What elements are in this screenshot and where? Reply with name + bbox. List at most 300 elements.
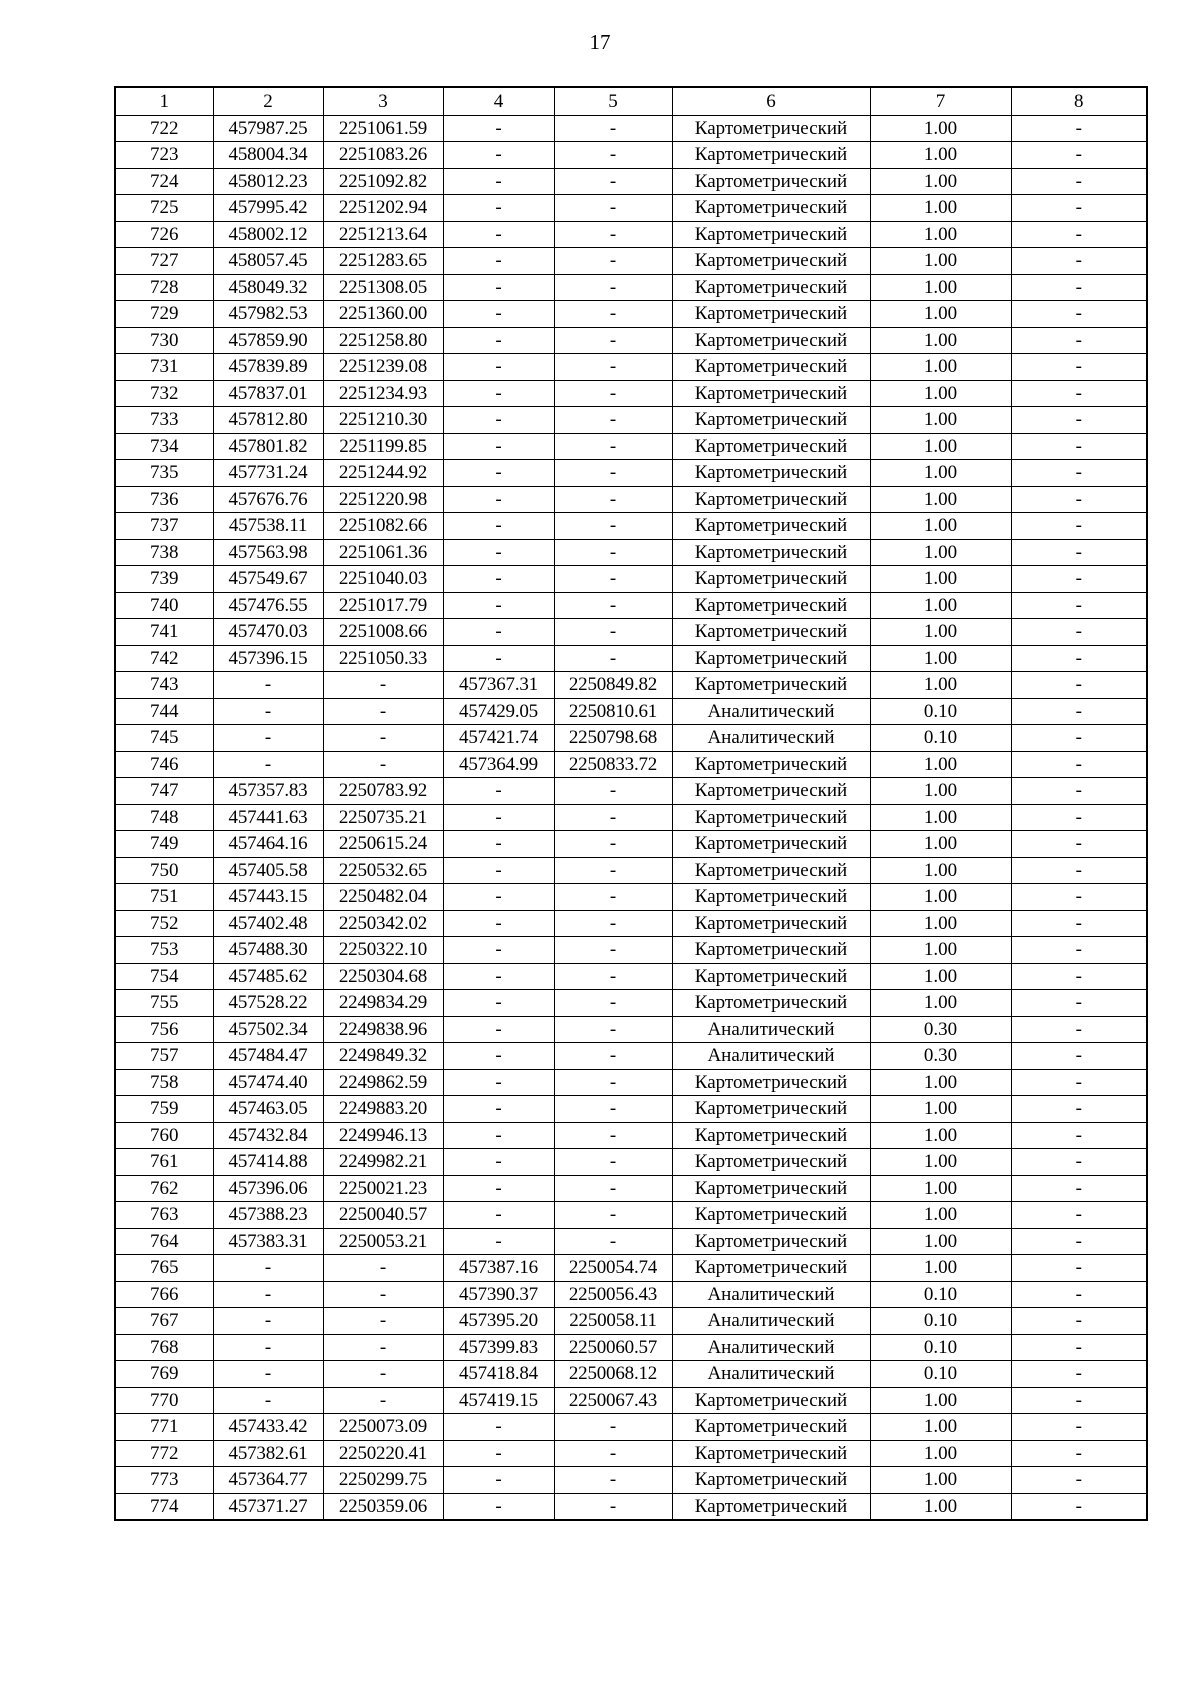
table-row xyxy=(115,725,1147,752)
cell-point-number: 724 xyxy=(115,168,213,195)
cell-description: - xyxy=(1011,884,1147,911)
cell-y-new: 2250067.43 xyxy=(554,1387,672,1414)
cell-x-new: - xyxy=(443,513,554,540)
cell-y-existing: 2251258.80 xyxy=(323,327,443,354)
cell-y-existing: 2250532.65 xyxy=(323,857,443,884)
cell-description: - xyxy=(1011,380,1147,407)
table-row xyxy=(115,963,1147,990)
cell-y-existing: 2250053.21 xyxy=(323,1228,443,1255)
cell-y-new: - xyxy=(554,645,672,672)
cell-method: Аналитический xyxy=(672,1281,870,1308)
cell-description: - xyxy=(1011,168,1147,195)
cell-x-new: - xyxy=(443,380,554,407)
cell-y-existing: 2249982.21 xyxy=(323,1149,443,1176)
cell-x-new: - xyxy=(443,486,554,513)
table-row xyxy=(115,1149,1147,1176)
cell-accuracy: 1.00 xyxy=(870,142,1011,169)
cell-y-existing: 2251220.98 xyxy=(323,486,443,513)
cell-description: - xyxy=(1011,1493,1147,1520)
table-row xyxy=(115,221,1147,248)
cell-method: Картометрический xyxy=(672,566,870,593)
cell-x-new: - xyxy=(443,804,554,831)
cell-y-new: 2250060.57 xyxy=(554,1334,672,1361)
cell-description: - xyxy=(1011,354,1147,381)
cell-x-existing: 457563.98 xyxy=(213,539,323,566)
cell-description: - xyxy=(1011,142,1147,169)
cell-accuracy: 1.00 xyxy=(870,1228,1011,1255)
cell-y-existing: - xyxy=(323,1334,443,1361)
cell-x-existing: 457433.42 xyxy=(213,1414,323,1441)
table-row xyxy=(115,672,1147,699)
cell-x-new: - xyxy=(443,327,554,354)
header-cell-2: 2 xyxy=(213,87,323,115)
cell-y-new: - xyxy=(554,539,672,566)
table-row xyxy=(115,1308,1147,1335)
cell-description: - xyxy=(1011,1414,1147,1441)
cell-point-number: 749 xyxy=(115,831,213,858)
cell-point-number: 771 xyxy=(115,1414,213,1441)
cell-accuracy: 0.10 xyxy=(870,698,1011,725)
cell-x-existing: 457357.83 xyxy=(213,778,323,805)
cell-x-new: - xyxy=(443,433,554,460)
cell-y-existing: 2250322.10 xyxy=(323,937,443,964)
cell-y-existing: 2251239.08 xyxy=(323,354,443,381)
cell-method: Картометрический xyxy=(672,142,870,169)
cell-accuracy: 1.00 xyxy=(870,248,1011,275)
cell-x-existing: 457839.89 xyxy=(213,354,323,381)
cell-y-new: 2250056.43 xyxy=(554,1281,672,1308)
cell-x-existing: 458049.32 xyxy=(213,274,323,301)
cell-point-number: 738 xyxy=(115,539,213,566)
cell-y-existing: 2249862.59 xyxy=(323,1069,443,1096)
cell-point-number: 741 xyxy=(115,619,213,646)
cell-method: Аналитический xyxy=(672,1361,870,1388)
cell-y-new: - xyxy=(554,1122,672,1149)
cell-accuracy: 1.00 xyxy=(870,857,1011,884)
cell-accuracy: 1.00 xyxy=(870,672,1011,699)
table-row xyxy=(115,698,1147,725)
cell-description: - xyxy=(1011,1255,1147,1282)
cell-point-number: 769 xyxy=(115,1361,213,1388)
cell-y-new: - xyxy=(554,248,672,275)
cell-accuracy: 1.00 xyxy=(870,831,1011,858)
cell-y-existing: 2251283.65 xyxy=(323,248,443,275)
cell-x-new: - xyxy=(443,1202,554,1229)
cell-x-new: 457419.15 xyxy=(443,1387,554,1414)
table-row xyxy=(115,354,1147,381)
cell-y-existing: - xyxy=(323,1387,443,1414)
cell-x-existing: 457443.15 xyxy=(213,884,323,911)
cell-point-number: 733 xyxy=(115,407,213,434)
cell-accuracy: 1.00 xyxy=(870,619,1011,646)
cell-y-existing: 2251017.79 xyxy=(323,592,443,619)
cell-method: Картометрический xyxy=(672,990,870,1017)
cell-method: Картометрический xyxy=(672,1202,870,1229)
cell-y-existing: 2249849.32 xyxy=(323,1043,443,1070)
cell-description: - xyxy=(1011,115,1147,142)
cell-accuracy: 1.00 xyxy=(870,354,1011,381)
cell-description: - xyxy=(1011,486,1147,513)
cell-description: - xyxy=(1011,1440,1147,1467)
cell-x-new: - xyxy=(443,354,554,381)
cell-y-existing: 2250735.21 xyxy=(323,804,443,831)
cell-x-existing: 458002.12 xyxy=(213,221,323,248)
cell-point-number: 727 xyxy=(115,248,213,275)
table-row xyxy=(115,1414,1147,1441)
cell-method: Картометрический xyxy=(672,1440,870,1467)
cell-y-existing: 2251213.64 xyxy=(323,221,443,248)
cell-y-new: - xyxy=(554,884,672,911)
table-row xyxy=(115,1202,1147,1229)
cell-y-existing: 2250783.92 xyxy=(323,778,443,805)
table-row xyxy=(115,1361,1147,1388)
cell-accuracy: 1.00 xyxy=(870,1493,1011,1520)
cell-x-new: 457395.20 xyxy=(443,1308,554,1335)
cell-method: Картометрический xyxy=(672,195,870,222)
cell-x-existing: 457474.40 xyxy=(213,1069,323,1096)
cell-method: Картометрический xyxy=(672,513,870,540)
cell-y-existing: - xyxy=(323,1308,443,1335)
cell-y-existing: 2250615.24 xyxy=(323,831,443,858)
cell-x-existing: - xyxy=(213,1361,323,1388)
cell-point-number: 774 xyxy=(115,1493,213,1520)
cell-accuracy: 1.00 xyxy=(870,1069,1011,1096)
cell-accuracy: 1.00 xyxy=(870,910,1011,937)
cell-x-existing: 457364.77 xyxy=(213,1467,323,1494)
cell-y-new: - xyxy=(554,433,672,460)
cell-method: Картометрический xyxy=(672,1096,870,1123)
cell-point-number: 772 xyxy=(115,1440,213,1467)
cell-y-existing: - xyxy=(323,1255,443,1282)
table-row xyxy=(115,327,1147,354)
cell-accuracy: 1.00 xyxy=(870,751,1011,778)
cell-point-number: 726 xyxy=(115,221,213,248)
cell-y-existing: 2251092.82 xyxy=(323,168,443,195)
cell-y-new: - xyxy=(554,274,672,301)
header-cell-5: 5 xyxy=(554,87,672,115)
cell-x-existing: 457382.61 xyxy=(213,1440,323,1467)
cell-description: - xyxy=(1011,698,1147,725)
cell-y-new: - xyxy=(554,1228,672,1255)
cell-y-new: - xyxy=(554,566,672,593)
cell-description: - xyxy=(1011,619,1147,646)
cell-y-new: 2250798.68 xyxy=(554,725,672,752)
cell-x-existing: - xyxy=(213,725,323,752)
cell-x-new: 457399.83 xyxy=(443,1334,554,1361)
cell-y-new: - xyxy=(554,1493,672,1520)
cell-x-existing: 457441.63 xyxy=(213,804,323,831)
table-row xyxy=(115,619,1147,646)
cell-x-existing: 457463.05 xyxy=(213,1096,323,1123)
cell-x-existing: 457485.62 xyxy=(213,963,323,990)
cell-accuracy: 1.00 xyxy=(870,1414,1011,1441)
cell-point-number: 732 xyxy=(115,380,213,407)
cell-method: Картометрический xyxy=(672,963,870,990)
cell-x-new: - xyxy=(443,592,554,619)
cell-y-new: - xyxy=(554,1096,672,1123)
cell-x-new: - xyxy=(443,274,554,301)
cell-x-existing: - xyxy=(213,698,323,725)
cell-y-new: - xyxy=(554,804,672,831)
table-row xyxy=(115,1334,1147,1361)
cell-accuracy: 1.00 xyxy=(870,990,1011,1017)
cell-description: - xyxy=(1011,513,1147,540)
cell-point-number: 740 xyxy=(115,592,213,619)
cell-x-existing: 458057.45 xyxy=(213,248,323,275)
cell-method: Картометрический xyxy=(672,645,870,672)
cell-y-existing: 2249838.96 xyxy=(323,1016,443,1043)
cell-y-existing: 2251360.00 xyxy=(323,301,443,328)
cell-x-existing: 457414.88 xyxy=(213,1149,323,1176)
cell-method: Картометрический xyxy=(672,221,870,248)
cell-x-new: - xyxy=(443,1149,554,1176)
cell-y-existing: 2251308.05 xyxy=(323,274,443,301)
cell-description: - xyxy=(1011,248,1147,275)
cell-x-new: - xyxy=(443,1228,554,1255)
cell-method: Картометрический xyxy=(672,1255,870,1282)
cell-accuracy: 0.10 xyxy=(870,725,1011,752)
cell-description: - xyxy=(1011,1281,1147,1308)
header-cell-3: 3 xyxy=(323,87,443,115)
table-row xyxy=(115,301,1147,328)
table-row xyxy=(115,884,1147,911)
table-body xyxy=(115,115,1147,1520)
table-row xyxy=(115,1387,1147,1414)
table-row xyxy=(115,513,1147,540)
cell-point-number: 744 xyxy=(115,698,213,725)
cell-description: - xyxy=(1011,592,1147,619)
cell-accuracy: 0.10 xyxy=(870,1281,1011,1308)
cell-point-number: 758 xyxy=(115,1069,213,1096)
cell-point-number: 750 xyxy=(115,857,213,884)
table-row xyxy=(115,407,1147,434)
cell-accuracy: 1.00 xyxy=(870,937,1011,964)
cell-y-existing: 2250482.04 xyxy=(323,884,443,911)
cell-accuracy: 1.00 xyxy=(870,1202,1011,1229)
table-row xyxy=(115,937,1147,964)
cell-point-number: 766 xyxy=(115,1281,213,1308)
table-row xyxy=(115,168,1147,195)
cell-x-new: - xyxy=(443,1096,554,1123)
cell-y-existing: 2251008.66 xyxy=(323,619,443,646)
cell-y-new: - xyxy=(554,990,672,1017)
cell-description: - xyxy=(1011,1387,1147,1414)
cell-x-new: - xyxy=(443,1069,554,1096)
cell-accuracy: 1.00 xyxy=(870,1175,1011,1202)
cell-method: Картометрический xyxy=(672,751,870,778)
cell-y-new: - xyxy=(554,1467,672,1494)
cell-y-existing: - xyxy=(323,1281,443,1308)
cell-point-number: 736 xyxy=(115,486,213,513)
cell-y-new: 2250058.11 xyxy=(554,1308,672,1335)
table-row xyxy=(115,1096,1147,1123)
cell-y-new: - xyxy=(554,910,672,937)
cell-y-existing: - xyxy=(323,725,443,752)
cell-y-new: 2250810.61 xyxy=(554,698,672,725)
cell-description: - xyxy=(1011,1308,1147,1335)
cell-description: - xyxy=(1011,539,1147,566)
cell-description: - xyxy=(1011,195,1147,222)
cell-point-number: 765 xyxy=(115,1255,213,1282)
cell-y-existing: 2250021.23 xyxy=(323,1175,443,1202)
cell-description: - xyxy=(1011,1096,1147,1123)
cell-y-existing: 2251083.26 xyxy=(323,142,443,169)
cell-method: Картометрический xyxy=(672,354,870,381)
cell-method: Картометрический xyxy=(672,1228,870,1255)
cell-point-number: 760 xyxy=(115,1122,213,1149)
cell-x-new: - xyxy=(443,115,554,142)
cell-y-existing: 2251202.94 xyxy=(323,195,443,222)
cell-point-number: 756 xyxy=(115,1016,213,1043)
cell-y-new: - xyxy=(554,1440,672,1467)
cell-accuracy: 1.00 xyxy=(870,327,1011,354)
cell-accuracy: 1.00 xyxy=(870,592,1011,619)
cell-point-number: 759 xyxy=(115,1096,213,1123)
cell-x-existing: 457837.01 xyxy=(213,380,323,407)
cell-point-number: 745 xyxy=(115,725,213,752)
cell-point-number: 755 xyxy=(115,990,213,1017)
cell-x-new: - xyxy=(443,910,554,937)
table-row xyxy=(115,566,1147,593)
table-row xyxy=(115,910,1147,937)
cell-y-existing: 2250040.57 xyxy=(323,1202,443,1229)
cell-x-existing: 457371.27 xyxy=(213,1493,323,1520)
header-cell-6: 6 xyxy=(672,87,870,115)
cell-y-existing: 2249883.20 xyxy=(323,1096,443,1123)
cell-y-existing: 2251199.85 xyxy=(323,433,443,460)
cell-y-new: - xyxy=(554,1202,672,1229)
cell-method: Картометрический xyxy=(672,433,870,460)
cell-method: Картометрический xyxy=(672,327,870,354)
table-row xyxy=(115,804,1147,831)
cell-point-number: 773 xyxy=(115,1467,213,1494)
cell-y-existing: 2251234.93 xyxy=(323,380,443,407)
cell-x-existing: - xyxy=(213,1387,323,1414)
cell-accuracy: 0.30 xyxy=(870,1043,1011,1070)
cell-method: Картометрический xyxy=(672,115,870,142)
cell-y-new: 2250849.82 xyxy=(554,672,672,699)
cell-y-new: - xyxy=(554,301,672,328)
cell-accuracy: 1.00 xyxy=(870,115,1011,142)
cell-x-existing: 457488.30 xyxy=(213,937,323,964)
cell-x-existing: - xyxy=(213,1281,323,1308)
cell-y-existing: 2251061.36 xyxy=(323,539,443,566)
cell-x-existing: - xyxy=(213,672,323,699)
cell-x-new: - xyxy=(443,1440,554,1467)
cell-x-existing: 457464.16 xyxy=(213,831,323,858)
table-row xyxy=(115,1043,1147,1070)
cell-point-number: 743 xyxy=(115,672,213,699)
cell-description: - xyxy=(1011,1467,1147,1494)
cell-method: Картометрический xyxy=(672,1149,870,1176)
cell-accuracy: 1.00 xyxy=(870,460,1011,487)
cell-y-existing: 2251082.66 xyxy=(323,513,443,540)
cell-point-number: 751 xyxy=(115,884,213,911)
cell-method: Картометрический xyxy=(672,380,870,407)
cell-x-new: - xyxy=(443,1122,554,1149)
cell-y-new: - xyxy=(554,513,672,540)
cell-x-new: - xyxy=(443,937,554,964)
cell-y-new: - xyxy=(554,619,672,646)
cell-accuracy: 1.00 xyxy=(870,195,1011,222)
table-row xyxy=(115,592,1147,619)
cell-x-existing: 457995.42 xyxy=(213,195,323,222)
cell-y-existing: 2250359.06 xyxy=(323,1493,443,1520)
cell-method: Аналитический xyxy=(672,698,870,725)
cell-description: - xyxy=(1011,566,1147,593)
cell-description: - xyxy=(1011,1361,1147,1388)
cell-x-new: 457421.74 xyxy=(443,725,554,752)
cell-point-number: 762 xyxy=(115,1175,213,1202)
cell-y-new: - xyxy=(554,778,672,805)
table-row xyxy=(115,1493,1147,1520)
cell-y-new: - xyxy=(554,1414,672,1441)
cell-x-existing: 457812.80 xyxy=(213,407,323,434)
cell-x-existing: 457987.25 xyxy=(213,115,323,142)
cell-y-new: - xyxy=(554,963,672,990)
cell-method: Картометрический xyxy=(672,1414,870,1441)
cell-accuracy: 1.00 xyxy=(870,1096,1011,1123)
cell-x-existing: 457502.34 xyxy=(213,1016,323,1043)
cell-method: Картометрический xyxy=(672,857,870,884)
cell-x-new: - xyxy=(443,301,554,328)
cell-accuracy: 1.00 xyxy=(870,645,1011,672)
cell-description: - xyxy=(1011,301,1147,328)
cell-y-existing: 2251040.03 xyxy=(323,566,443,593)
cell-description: - xyxy=(1011,831,1147,858)
cell-y-new: - xyxy=(554,857,672,884)
cell-description: - xyxy=(1011,1043,1147,1070)
table-row xyxy=(115,1069,1147,1096)
header-cell-8: 8 xyxy=(1011,87,1147,115)
cell-method: Аналитический xyxy=(672,1016,870,1043)
cell-y-existing: 2250299.75 xyxy=(323,1467,443,1494)
cell-x-new: - xyxy=(443,1467,554,1494)
coordinates-table xyxy=(114,86,1148,1521)
cell-accuracy: 1.00 xyxy=(870,380,1011,407)
cell-x-new: - xyxy=(443,142,554,169)
cell-point-number: 770 xyxy=(115,1387,213,1414)
cell-x-existing: 457676.76 xyxy=(213,486,323,513)
cell-accuracy: 1.00 xyxy=(870,1387,1011,1414)
cell-x-new: - xyxy=(443,566,554,593)
cell-x-new: - xyxy=(443,407,554,434)
cell-method: Аналитический xyxy=(672,1043,870,1070)
cell-method: Картометрический xyxy=(672,1493,870,1520)
table-row xyxy=(115,1255,1147,1282)
cell-method: Аналитический xyxy=(672,1334,870,1361)
cell-accuracy: 1.00 xyxy=(870,433,1011,460)
cell-x-new: - xyxy=(443,1175,554,1202)
cell-point-number: 767 xyxy=(115,1308,213,1335)
cell-y-existing: 2249946.13 xyxy=(323,1122,443,1149)
cell-description: - xyxy=(1011,1175,1147,1202)
cell-y-existing: - xyxy=(323,1361,443,1388)
cell-x-existing: 457982.53 xyxy=(213,301,323,328)
cell-x-new: - xyxy=(443,221,554,248)
cell-point-number: 734 xyxy=(115,433,213,460)
cell-accuracy: 1.00 xyxy=(870,539,1011,566)
page-number: 17 xyxy=(589,30,611,54)
cell-description: - xyxy=(1011,407,1147,434)
cell-accuracy: 1.00 xyxy=(870,963,1011,990)
cell-accuracy: 1.00 xyxy=(870,804,1011,831)
cell-x-existing: - xyxy=(213,751,323,778)
cell-y-existing: 2250342.02 xyxy=(323,910,443,937)
cell-x-existing: 458004.34 xyxy=(213,142,323,169)
cell-x-new: - xyxy=(443,460,554,487)
cell-point-number: 725 xyxy=(115,195,213,222)
